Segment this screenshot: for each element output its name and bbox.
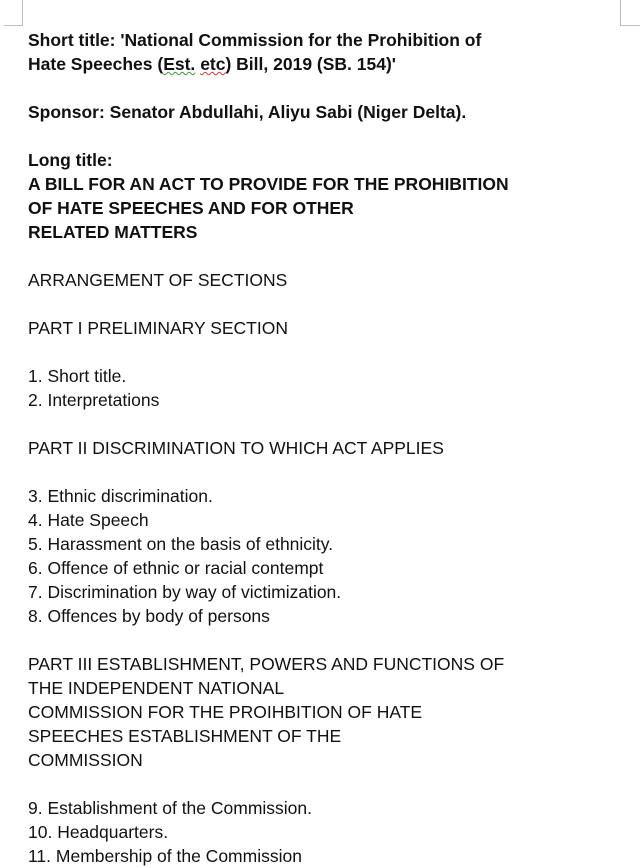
page-corner-mark-top-left (4, 0, 23, 26)
section-item: 5. Harassment on the basis of ethnicity. (28, 534, 334, 554)
part-heading: SPEECHES ESTABLISHMENT OF THE (28, 726, 342, 746)
short-title-text: ) Bill, 2019 (SB. 154)' (225, 54, 396, 74)
section-item: 8. Offences by body of persons (28, 606, 270, 626)
section-item: 7. Discrimination by way of victimization. (28, 582, 342, 602)
document-body (28, 28, 628, 868)
part-heading: THE INDEPENDENT NATIONAL (28, 678, 285, 698)
grammar-flag-est[interactable]: Est. (163, 54, 196, 74)
long-title-line: RELATED MATTERS (28, 222, 198, 242)
section-item: 11. Membership of the Commission (28, 846, 302, 866)
section-item: 1. Short title. (28, 366, 127, 386)
page-corner-mark-top-right (620, 0, 640, 26)
spelling-flag-etc[interactable]: etc (200, 54, 226, 74)
part-heading: PART I PRELIMINARY SECTION (28, 318, 288, 338)
section-item: 3. Ethnic discrimination. (28, 486, 213, 506)
part-heading: COMMISSION (28, 750, 143, 770)
short-title-text: Hate Speeches ( (28, 54, 164, 74)
part-heading: PART II DISCRIMINATION TO WHICH ACT APPLIES (28, 438, 444, 458)
long-title-label: Long title: (28, 150, 113, 170)
long-title-line: A BILL FOR AN ACT TO PROVIDE FOR THE PROHIBITION (28, 174, 509, 194)
section-item: 2. Interpretations (28, 390, 160, 410)
section-item: 10. Headquarters. (28, 822, 169, 842)
section-item: 6. Offence of ethnic or racial contempt (28, 558, 324, 578)
part-heading: COMMISSION FOR THE PROIHBITION OF HATE (28, 702, 423, 722)
arrangement-heading: ARRANGEMENT OF SECTIONS (28, 270, 288, 290)
short-title-line-2 (28, 52, 628, 76)
part-heading: PART III ESTABLISHMENT, POWERS AND FUNCTIONS OF (28, 654, 505, 674)
short-title-line-1: Short title: 'National Commission for the Prohibition of (28, 30, 482, 50)
long-title-line: OF HATE SPEECHES AND FOR OTHER (28, 198, 354, 218)
section-item: 4. Hate Speech (28, 510, 149, 530)
section-item: 9. Establishment of the Commission. (28, 798, 313, 818)
sponsor-line: Sponsor: Senator Abdullahi, Aliyu Sabi (Niger Delta). (28, 102, 467, 122)
